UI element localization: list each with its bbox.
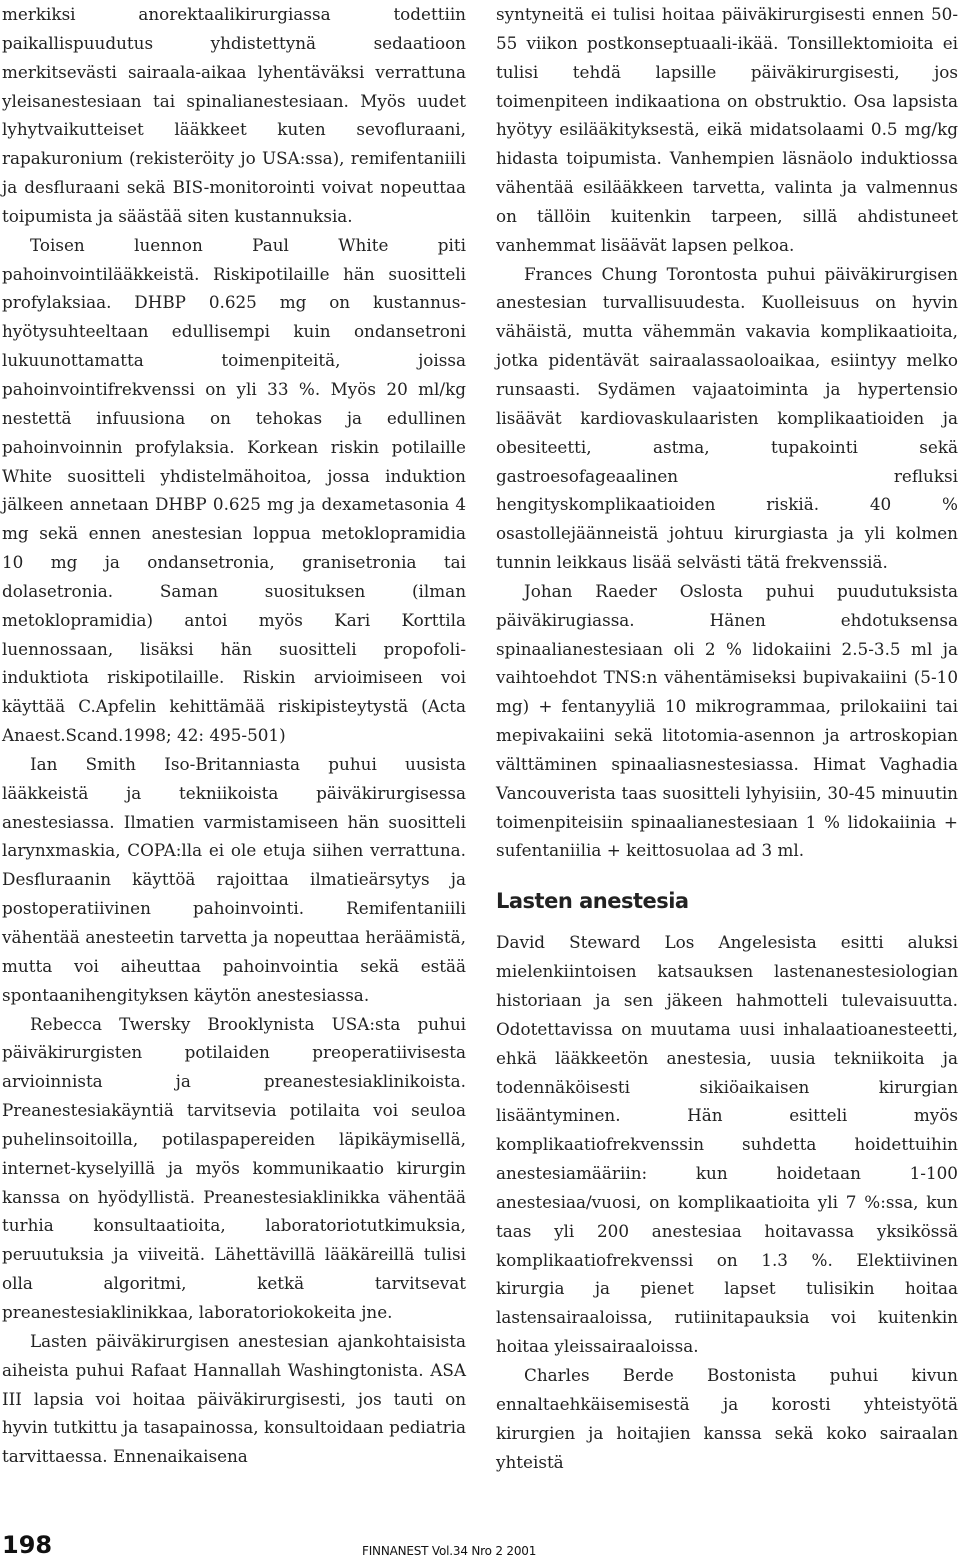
paragraph: syntyneitä ei tulisi hoitaa päiväkirurgisesti ennen 50-55 viikon postkonseptuaali-ikää. Tonsillektomioita ei tulisi tehdä lapsille päiväkirurgisesti, jos toimenpiteen indikaationa on obstruktio. Osa lapsista hyötyy esilääkityksestä, eikä midatsolaami 0.5 mg/kg hidasta toipumista. Vanhempien läsnäolo induktiossa vähentää esilääkkeen tarvetta, valinta ja valmennus on tällöin kuitenkin tarpeen, sillä ahdistuneet vanhemmat lisäävät lapsen pelkoa. <box>496 4 958 255</box>
paragraph: David Steward Los Angelesista esitti aluksi mielenkiintoisen katsauksen lastenanestesiologian historiaan ja sen jäkeen hahmotteli tulevaisuutta. Odotettavissa on muutama uusi inhalaatioanesteetti, ehkä lääkkeetön anestesia, uusia tekniikoita ja todennäköisesti sikiöaikaisen kirurgian lisääntyminen. Hän esitteli myös komplikaatiofrekvenssin suhdetta hoidettuihin anestesiamääriin: kun hoidetaan 1-100 anestesiaa/vuosi, on komplikaatioita yli 7 %:ssa, kun taas yli 200 anestesiaa hoitavassa yksikössä komplikaatiofrekvenssi on 1.3 %. Elektiivinen kirurgia ja pienet lapset tulisikin hoitaa lastensairaaloissa, rutiinitapauksia voi kuitenkin hoitaa yleissairaaloissa. <box>496 932 958 1357</box>
paragraph: Johan Raeder Oslosta puhui puudutuksista päiväkirugiassa. Hänen ehdotuksensa spinaalianestesiaan oli 2 % lidokaiini 2.5-3.5 ml ja vaihtoehdot TNS:n vähentämiseksi bupivakaiini (5-10 mg) + fentanyyliä 10 mikrogrammaa, prilokaiini tai mepivakaiini sekä litotomia-asennon ja artroskopian välttäminen spinaaliasnestesiassa. Himat Vaghadia Vancouverista taas suositteli lyhyisiin, 30-45 minuutin toimenpiteisiin spinaalianestesiaan 1 % lidokaiinia + sufentaniilia + keittosuolaa ad 3 ml. <box>496 580 958 861</box>
paragraph: Lasten päiväkirurgisen anestesian ajankohtaisista aiheista puhui Rafaat Hannallah Washingtonista. ASA III lapsia voi hoitaa päiväkirurgisesti, jos tauti on hyvin tutkittu ja tasapainossa, konsultoidaan pediatria tarvittaessa. Ennenaikaisena <box>2 1330 466 1467</box>
paragraph: Frances Chung Torontosta puhui päiväkirurgisen anestesian turvallisuudesta. Kuolleisuus on hyvin vähäistä, mutta vähemmän vakavia komplikaatioita, jotka pidentävät sairaalassaoloaikaa, esiintyy melko runsaasti. Sydämen vajaatoiminta ja hypertensio lisäävät kardiovaskulaaristen komplikaatioiden ja obesiteetti, astma, tupakointi sekä gastroesofageaalinen refluksi hengityskomplikaatioiden riskiä. 40 % osastollejäänneistä johtuu kirurgiasta ja yli kolmen tunnin leikkaus lisää selvästi tätä frekvenssiä. <box>496 263 958 573</box>
paragraph: merkiksi anorektaalikirurgiassa todettiin paikallispuudutus yhdistettynä sedaatioon merkitsevästi sairaala-aikaa lyhentäväksi verrattuna yleisanestesiaan tai spinalianestesiaan. Myös uudet lyhytvaikutteiset lääkkeet kuten sevofluraani, rapakuronium (rekisteröity jo USA:ssa), remifentaniili ja desfluraani sekä BIS-monitorointi voivat nopeuttaa toipumista ja säästää siten kustannuksia. <box>2 4 466 226</box>
paragraph: Rebecca Twersky Brooklynista USA:sta puhui päiväkirurgisten potilaiden preoperatiivisesta arvioinnista ja preanestesiaklinikoista. Preanestesiakäyntiä tarvitsevia potilaita voi seuloa puhelinsoitoilla, potilaspapereiden läpikäymisellä, internet-kyselyillä ja myös kommunikaatio kirurgin kanssa on hyödyllistä. Preanestesiaklinikka vähentää turhia konsultaatioita, laboratoriotutkimuksia, peruutuksia ja viiveitä. Lähettävillä lääkäreillä tulisi olla algoritmi, ketkä tarvitsevat preanestesiaklinikkaa, laboratoriokokeita jne. <box>2 1013 466 1322</box>
page-number: 198 <box>2 1531 53 1559</box>
left-column <box>2 0 466 1471</box>
section-heading: Lasten anestesia <box>496 889 689 914</box>
paragraph: Toisen luennon Paul White piti pahoinvointilääkkeistä. Riskipotilaille hän suositteli profylaksiaa. DHBP 0.625 mg on kustannus-hyötysuhteeltaan edullisempi kuin ondansetroni lukuunottamatta toimenpiteitä, joissa pahoinvointifrekvenssi on yli 33 %. Myös 20 ml/kg nestettä infuusiona on tehokas ja edullinen pahoinvoinnin profylaksia. Korkean riskin potilaille White suositteli yhdistelmähoitoa, jossa induktion jälkeen annetaan DHBP 0.625 mg ja dexametasonia 4 mg sekä ennen anestesian loppua metoklopramidia 10 mg ja ondansetronia, granisetronia tai dolasetronia. Saman suosituksen (ilman metoklopramidia) antoi myös Kari Korttila luennossaan, lisäksi hän suositteli propofoli-induktiota riskipotilaille. Riskin arvioimiseen voi käyttää C.Apfelin kehittämää riskipisteytystä (Acta Anaest.Scand.1998; 42: 495-501) <box>2 234 466 746</box>
journal-citation: FINNANEST Vol.34 Nro 2 2001 <box>362 1544 537 1558</box>
paragraph: Ian Smith Iso-Britanniasta puhui uusista lääkkeistä ja tekniikoista päiväkirurgisessa anestesiassa. Ilmatien varmistamiseen hän suositteli larynxmaskia, COPA:lla ei ole etuja siihen verrattuna. Desfluraanin käyttöä rajoittaa ilmatieärsytys ja postoperatiivinen pahoinvointi. Remifentaniili vähentää anesteetin tarvetta ja nopeuttaa heräämistä, mutta voi aiheuttaa pahoinvointia sekä estää spontaanihengityksen käytön anestesiassa. <box>2 753 466 1005</box>
right-column <box>496 0 958 1476</box>
paragraph: Charles Berde Bostonista puhui kivun ennaltaehkäisemisestä ja korosti yhteistyötä kirurgien ja hoitajien kanssa sekä koko sairaalan yhteistä <box>496 1364 958 1472</box>
